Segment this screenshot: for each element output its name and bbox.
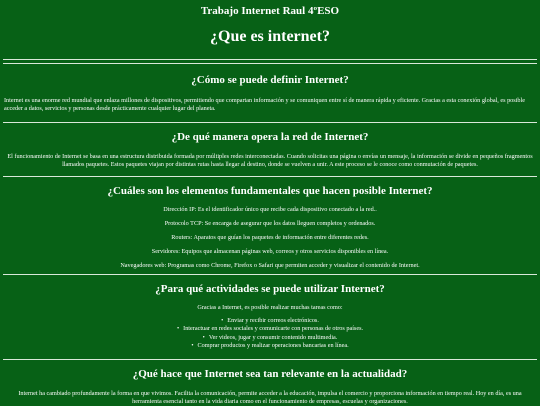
section-text: Internet es una enorme red mundial que enlaza millones de dispositivos, permitiendo que compartan información y se comuniquen entre sí de manera rápida y eficiente. Gracias a esta conexión global, es posible acceder a datos, servicios y personas desde prácticamente cualquier lugar del planeta. (4, 97, 525, 112)
main-title: ¿Que es internet? (210, 28, 330, 45)
element-item: Servidores: Equipos que almacenan páginas web, correos y otros servicios disponibles en línea. (151, 248, 389, 255)
list-item: • Ver videos, jugar y consumir contenido multimedia. (0, 334, 540, 342)
section-intro: Gracias a Internet, es posible realizar muchas tareas como: (197, 304, 343, 311)
list-item: • Enviar y recibir correos electrónicos. (0, 317, 540, 325)
section-relevance (0, 360, 540, 406)
section-heading: ¿Qué hace que Internet sea tan relevante en la actualidad? (132, 368, 408, 380)
element-item: Navegadores web: Programas como Chrome, Firefox o Safari que permiten acceder y visualizar el contenido de Internet. (120, 262, 420, 269)
list-item: • Comprar productos y realizar operaciones bancarias en línea. (0, 342, 540, 350)
section-heading: ¿De qué manera opera la red de Internet? (171, 131, 369, 143)
element-item: Routers: Aparatos que guían los paquetes de información entre diferentes redes. (171, 234, 369, 241)
section-heading: ¿Cómo se puede definir Internet? (191, 74, 349, 86)
list-item: • Interactuar en redes sociales y comunicarte con personas de otros países. (0, 325, 540, 333)
divider (3, 59, 537, 60)
section-activities (0, 275, 540, 359)
activities-list (0, 317, 540, 350)
section-heading: ¿Cuáles son los elementos fundamentales que hacen posible Internet? (107, 185, 433, 197)
site-title: Trabajo Internet Raul 4ºESO (200, 5, 340, 17)
element-item: Dirección IP: Es el identificador único que recibe cada dispositivo conectado a la red.. (163, 206, 377, 213)
element-item: Protocolo TCP: Se encarga de asegurar que los datos lleguen completos y ordenados. (164, 220, 376, 227)
section-text: Internet ha cambiado profundamente la forma en que vivimos. Facilita la comunicación, permite acceder a la educación, impulsa el comercio y proporciona información en tiempo real. Hoy en día, es una herramienta esencial tanto en la vida diaria como en el funcionamiento de empresas, escuelas y organizaciones. (18, 390, 522, 405)
section-elements (0, 177, 540, 270)
section-operation (0, 123, 540, 176)
section-definition (0, 64, 540, 122)
section-text: El funcionamiento de Internet se basa en una estructura distribuida formada por múltiples redes interconectadas. Cuando solicitas una página o envías un mensaje, la información se divide en pequeños fragmentos llamados paquetes. Estos paquetes viajan por distintas rutas hasta llegar al destino, donde se vuelven a unir. A este proceso se le conoce como conmutación de paquetes. (7, 153, 533, 168)
section-heading: ¿Para qué actividades se puede utilizar Internet? (155, 283, 385, 295)
